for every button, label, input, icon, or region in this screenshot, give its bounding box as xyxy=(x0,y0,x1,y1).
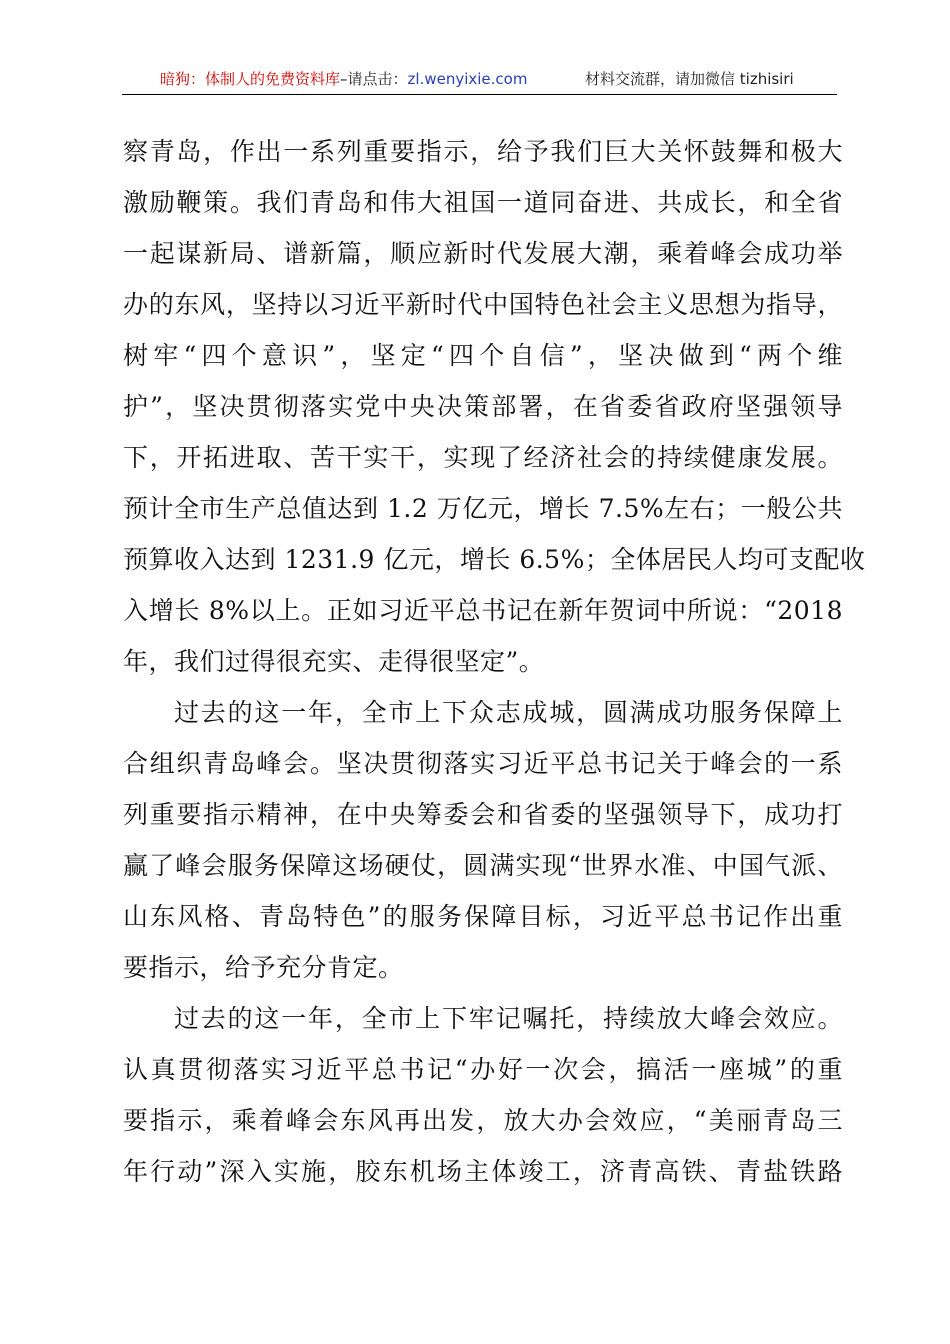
header-url-link[interactable]: zl.wenyixie.com xyxy=(407,70,528,88)
text-line: 山东风格、青岛特色”的服务保障目标，习近平总书记作出重 xyxy=(123,902,843,931)
header-dash: – xyxy=(340,70,348,88)
text-line: 年，我们过得很充实、走得很坚定”。 xyxy=(123,647,545,676)
text-line: 察青岛，作出一系列重要指示，给予我们巨大关怀鼓舞和极大 xyxy=(123,137,843,166)
text-line: 护”，坚决贯彻落实党中央决策部署，在省委省政府坚强领导 xyxy=(123,392,843,421)
text-line: 一起谋新局、谱新篇，顺应新时代发展大潮，乘着峰会成功举 xyxy=(123,239,843,268)
text-line: 预算收入达到 1231.9 亿元，增长 6.5%；全体居民人均可支配收 xyxy=(123,545,866,574)
text-line: 赢了峰会服务保障这场硬仗，圆满实现“世界水准、中国气派、 xyxy=(123,851,843,880)
paragraph-1 xyxy=(123,126,866,687)
text-line: 办的东风，坚持以习近平新时代中国特色社会主义思想为指导， xyxy=(123,290,843,319)
paragraph-3 xyxy=(123,993,843,1197)
paragraph-2 xyxy=(123,687,843,993)
page-header xyxy=(122,66,837,95)
header-left xyxy=(160,66,527,92)
text-line: 激励鞭策。我们青岛和伟大祖国一道同奋进、共成长，和全省 xyxy=(123,188,843,217)
body-text xyxy=(123,126,866,1197)
text-line: 预计全市生产总值达到 1.2 万亿元，增长 7.5%左右；一般公共 xyxy=(123,494,843,523)
text-line: 列重要指示精神，在中央筹委会和省委的坚强领导下，成功打 xyxy=(123,800,843,829)
header-wechat-note: 材料交流群，请加微信 tizhisiri xyxy=(585,70,794,88)
text-line: 过去的这一年，全市上下牢记嘱托，持续放大峰会效应。 xyxy=(174,1004,843,1033)
text-line: 认真贯彻落实习近平总书记“办好一次会，搞活一座城”的重 xyxy=(123,1055,843,1084)
text-line: 树牢“四个意识”，坚定“四个自信”，坚决做到“两个维 xyxy=(123,341,843,370)
text-line: 过去的这一年，全市上下众志成城，圆满成功服务保障上 xyxy=(174,698,843,727)
header-brand: 暗狗：体制人的免费资料库 xyxy=(160,70,341,88)
text-line: 合组织青岛峰会。坚决贯彻落实习近平总书记关于峰会的一系 xyxy=(123,749,843,778)
header-cta: 请点击： xyxy=(347,70,408,88)
text-line: 要指示，给予充分肯定。 xyxy=(123,953,404,982)
text-line: 年行动”深入实施，胶东机场主体竣工，济青高铁、青盐铁路 xyxy=(123,1157,843,1186)
text-line: 入增长 8%以上。正如习近平总书记在新年贺词中所说：“2018 xyxy=(123,596,843,625)
text-line: 下，开拓进取、苦干实干，实现了经济社会的持续健康发展。 xyxy=(123,443,843,472)
text-line: 要指示，乘着峰会东风再出发，放大办会效应，“美丽青岛三 xyxy=(123,1106,843,1135)
